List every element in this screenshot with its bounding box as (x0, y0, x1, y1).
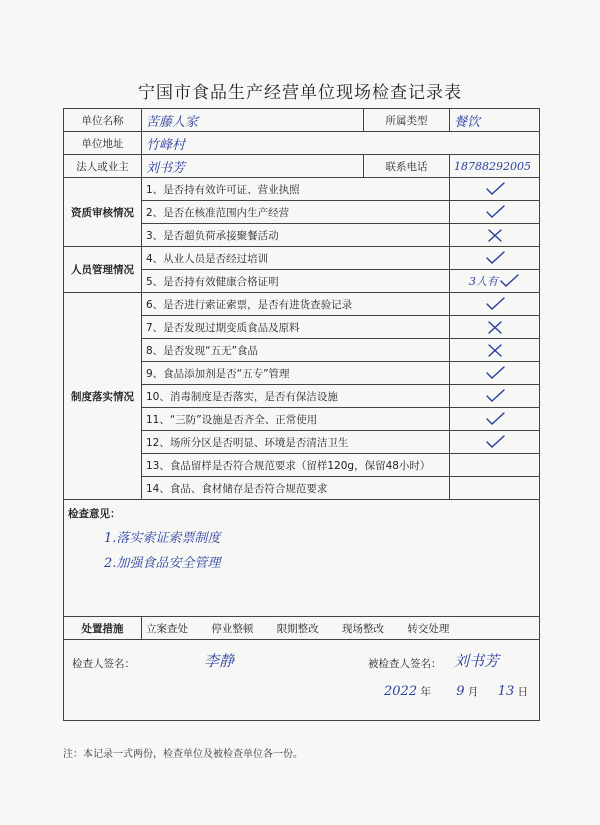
checklist-item-text: 13、食品留样是否符合规范要求（留样120g，保留48小时） (142, 454, 450, 477)
month-suffix: 月 (467, 686, 479, 698)
checklist-item-mark[interactable] (450, 293, 540, 316)
checklist-item-text: 7、是否发现过期变质食品及原料 (142, 316, 450, 339)
checklist-row (64, 247, 540, 270)
checklist-item-text: 10、消毒制度是否落实，是否有保洁设施 (142, 385, 450, 408)
legal-row (64, 155, 540, 178)
inspected-signature[interactable]: 刘书芳 (454, 652, 500, 670)
checklist-item-mark[interactable] (450, 316, 540, 339)
unit-name-row (64, 109, 540, 132)
opinion-cell[interactable] (64, 500, 540, 617)
opinion-line: 1.落实索证索票制度 (104, 531, 221, 546)
measures-row (64, 617, 540, 640)
checklist-item-text: 9、食品添加剂是否“五专”管理 (142, 362, 450, 385)
address-label: 单位地址 (64, 132, 142, 155)
check-mark-icon (484, 434, 506, 450)
checklist-item-mark[interactable] (450, 385, 540, 408)
checklist-body (64, 178, 540, 500)
inspector-label: 检查人签名： (72, 658, 135, 670)
checklist-item-mark[interactable] (450, 178, 540, 201)
cross-mark-icon (484, 227, 506, 243)
opinion-label: 检查意见： (68, 508, 121, 520)
inspector-signature[interactable]: 李静 (204, 652, 235, 670)
cross-mark-icon (484, 342, 506, 358)
address-row (64, 132, 540, 155)
signature-cell (64, 640, 540, 721)
checklist-item-text: 4、从业人员是否经过培训 (142, 247, 450, 270)
page-title: 宁国市食品生产经营单位现场检查记录表 (138, 83, 462, 103)
checklist-row (64, 178, 540, 201)
measure-option[interactable]: 停业整顿 (211, 622, 254, 635)
phone-label: 联系电话 (364, 155, 450, 178)
check-mark-icon (484, 204, 506, 220)
inspected-label: 被检查人签名： (368, 658, 442, 670)
measure-option[interactable]: 现场整改 (342, 622, 385, 635)
opinion-line: 2.加强食品安全管理 (104, 556, 221, 571)
inspection-date (384, 684, 528, 699)
cross-mark-icon (484, 319, 506, 335)
checklist-item-text: 11、“三防”设施是否齐全、正常使用 (142, 408, 450, 431)
check-mark-icon (484, 250, 506, 266)
check-mark-icon (498, 273, 520, 289)
footnote: 注：本记录一式两份，检查单位及被检查单位各一份。 (63, 749, 303, 760)
date-day[interactable]: 13 (497, 684, 515, 699)
checklist-item-mark[interactable] (450, 201, 540, 224)
measures-options (142, 617, 540, 640)
check-mark-icon (484, 388, 506, 404)
legal-label: 法人或业主 (64, 155, 142, 178)
measure-option[interactable]: 立案查处 (146, 622, 188, 635)
category-value[interactable]: 餐饮 (450, 109, 540, 132)
checklist-item-mark[interactable] (450, 270, 540, 293)
date-year[interactable]: 2022 (384, 684, 418, 699)
checklist-item-text: 5、是否持有效健康合格证明 (142, 270, 450, 293)
group-label: 人员管理情况 (64, 247, 142, 293)
measures-label: 处置措施 (64, 617, 142, 640)
date-month[interactable]: 9 (456, 684, 465, 699)
measure-option[interactable]: 转交处理 (407, 622, 450, 635)
checklist-item-mark[interactable] (450, 408, 540, 431)
checklist-item-mark[interactable] (450, 224, 540, 247)
unit-name-label: 单位名称 (64, 109, 142, 132)
checklist-item-mark[interactable] (450, 339, 540, 362)
check-mark-icon (484, 296, 506, 312)
legal-value[interactable]: 刘书芳 (142, 155, 364, 178)
checklist-item-text: 3、是否超负荷承接聚餐活动 (142, 224, 450, 247)
group-label: 资质审核情况 (64, 178, 142, 247)
phone-value[interactable]: 18788292005 (450, 155, 540, 178)
address-value[interactable]: 竹峰村 (142, 132, 540, 155)
checklist-item-mark[interactable] (450, 362, 540, 385)
category-label: 所属类型 (364, 109, 450, 132)
check-mark-icon (484, 411, 506, 427)
check-mark-icon (484, 365, 506, 381)
checklist-item-text: 8、是否发现“五无”食品 (142, 339, 450, 362)
day-suffix: 日 (517, 686, 529, 698)
checklist-item-text: 12、场所分区是否明显、环境是否清洁卫生 (142, 431, 450, 454)
unit-name-value[interactable]: 苦藤人家 (142, 109, 364, 132)
checklist-item-mark[interactable] (450, 247, 540, 270)
mark-note: 3人有 (469, 275, 498, 288)
checklist-item-text: 1、是否持有效许可证、营业执照 (142, 178, 450, 201)
checklist-item-mark[interactable] (450, 454, 540, 477)
measure-option[interactable]: 限期整改 (276, 622, 319, 635)
check-mark-icon (484, 181, 506, 197)
checklist-item-mark[interactable] (450, 431, 540, 454)
inspection-form (63, 108, 540, 721)
opinion-row (64, 500, 540, 617)
group-label: 制度落实情况 (64, 293, 142, 500)
checklist-item-text: 2、是否在核准范围内生产经营 (142, 201, 450, 224)
signature-row (64, 640, 540, 721)
checklist-item-text: 14、食品、食材储存是否符合规范要求 (142, 477, 450, 500)
checklist-item-mark[interactable] (450, 477, 540, 500)
checklist-item-text: 6、是否进行索证索票，是否有进货查验记录 (142, 293, 450, 316)
year-suffix: 年 (420, 686, 431, 698)
checklist-row (64, 293, 540, 316)
